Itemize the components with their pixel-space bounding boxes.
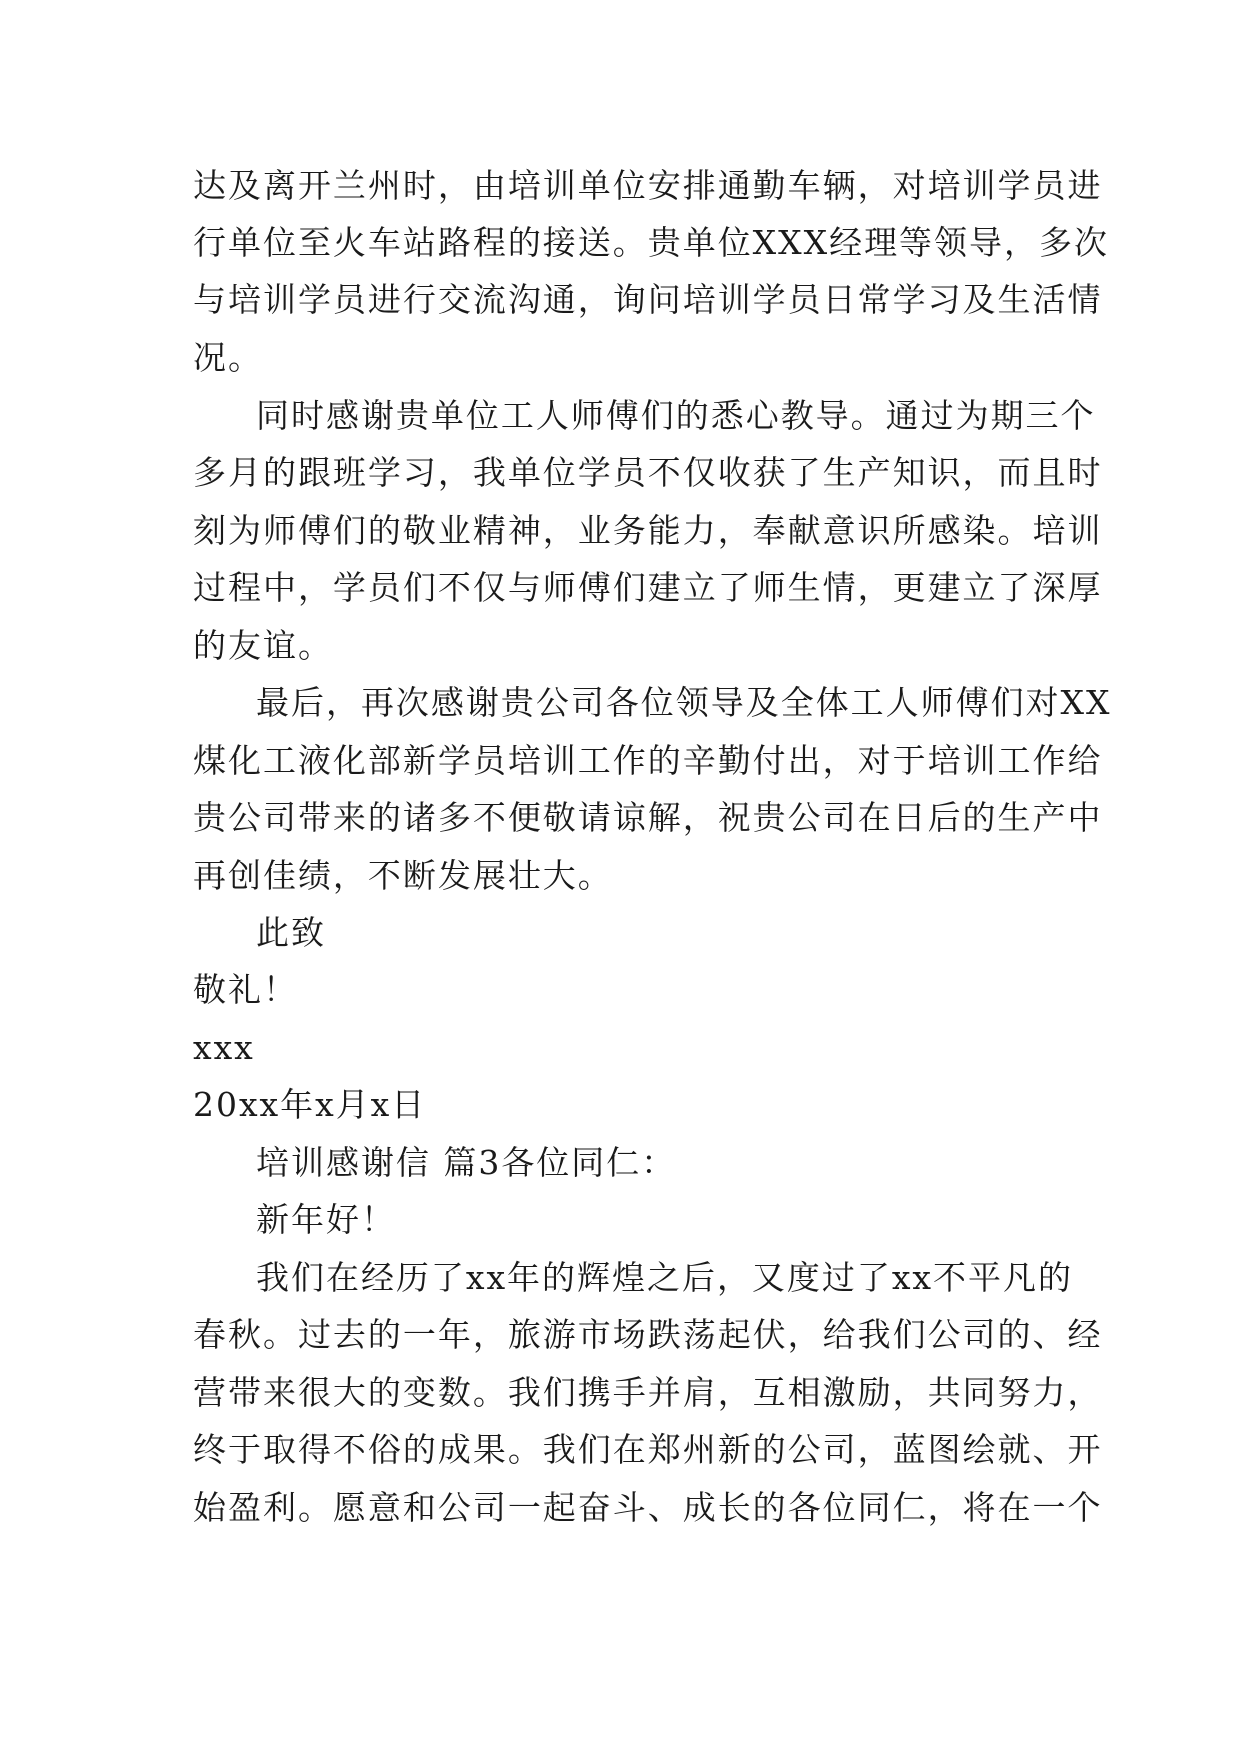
text-line: 行单位至火车站路程的接送。贵单位XXX经理等领导，多次 [193, 223, 1109, 262]
text-line: xxx [193, 1028, 255, 1067]
text-line: 的友谊。 [193, 626, 333, 665]
text-line: 与培训学员进行交流沟通，询问培训学员日常学习及生活情 [193, 280, 1103, 319]
text-line: 此致 [256, 913, 326, 952]
text-line: 始盈利。愿意和公司一起奋斗、成长的各位同仁，将在一个 [193, 1488, 1103, 1527]
text-line: 新年好！ [256, 1200, 396, 1239]
text-line: 终于取得不俗的成果。我们在郑州新的公司，蓝图绘就、开 [193, 1430, 1103, 1469]
text-line: 最后，再次感谢贵公司各位领导及全体工人师傅们对XX [256, 683, 1112, 722]
text-line: 过程中，学员们不仅与师傅们建立了师生情，更建立了深厚 [193, 568, 1103, 607]
text-line: 春秋。过去的一年，旅游市场跌荡起伏，给我们公司的、经 [193, 1315, 1103, 1354]
text-line: 20xx年x月x日 [193, 1085, 427, 1124]
text-line: 培训感谢信 篇3各位同仁： [256, 1143, 677, 1182]
text-line: 同时感谢贵单位工人师傅们的悉心教导。通过为期三个 [256, 396, 1096, 435]
text-line: 敬礼！ [193, 970, 298, 1009]
text-line: 刻为师傅们的敬业精神，业务能力，奉献意识所感染。培训 [193, 511, 1103, 550]
text-line: 况。 [193, 338, 263, 377]
text-line: 再创佳绩，不断发展壮大。 [193, 856, 613, 895]
text-line: 我们在经历了xx年的辉煌之后，又度过了xx不平凡的 [256, 1258, 1073, 1297]
text-line: 煤化工液化部新学员培训工作的辛勤付出，对于培训工作给 [193, 741, 1103, 780]
text-line: 营带来很大的变数。我们携手并肩，互相激励，共同努力， [193, 1373, 1103, 1412]
text-line: 贵公司带来的诸多不便敬请谅解，祝贵公司在日后的生产中 [193, 798, 1103, 837]
text-line: 达及离开兰州时，由培训单位安排通勤车辆，对培训学员进 [193, 166, 1103, 205]
text-line: 多月的跟班学习，我单位学员不仅收获了生产知识，而且时 [193, 453, 1103, 492]
